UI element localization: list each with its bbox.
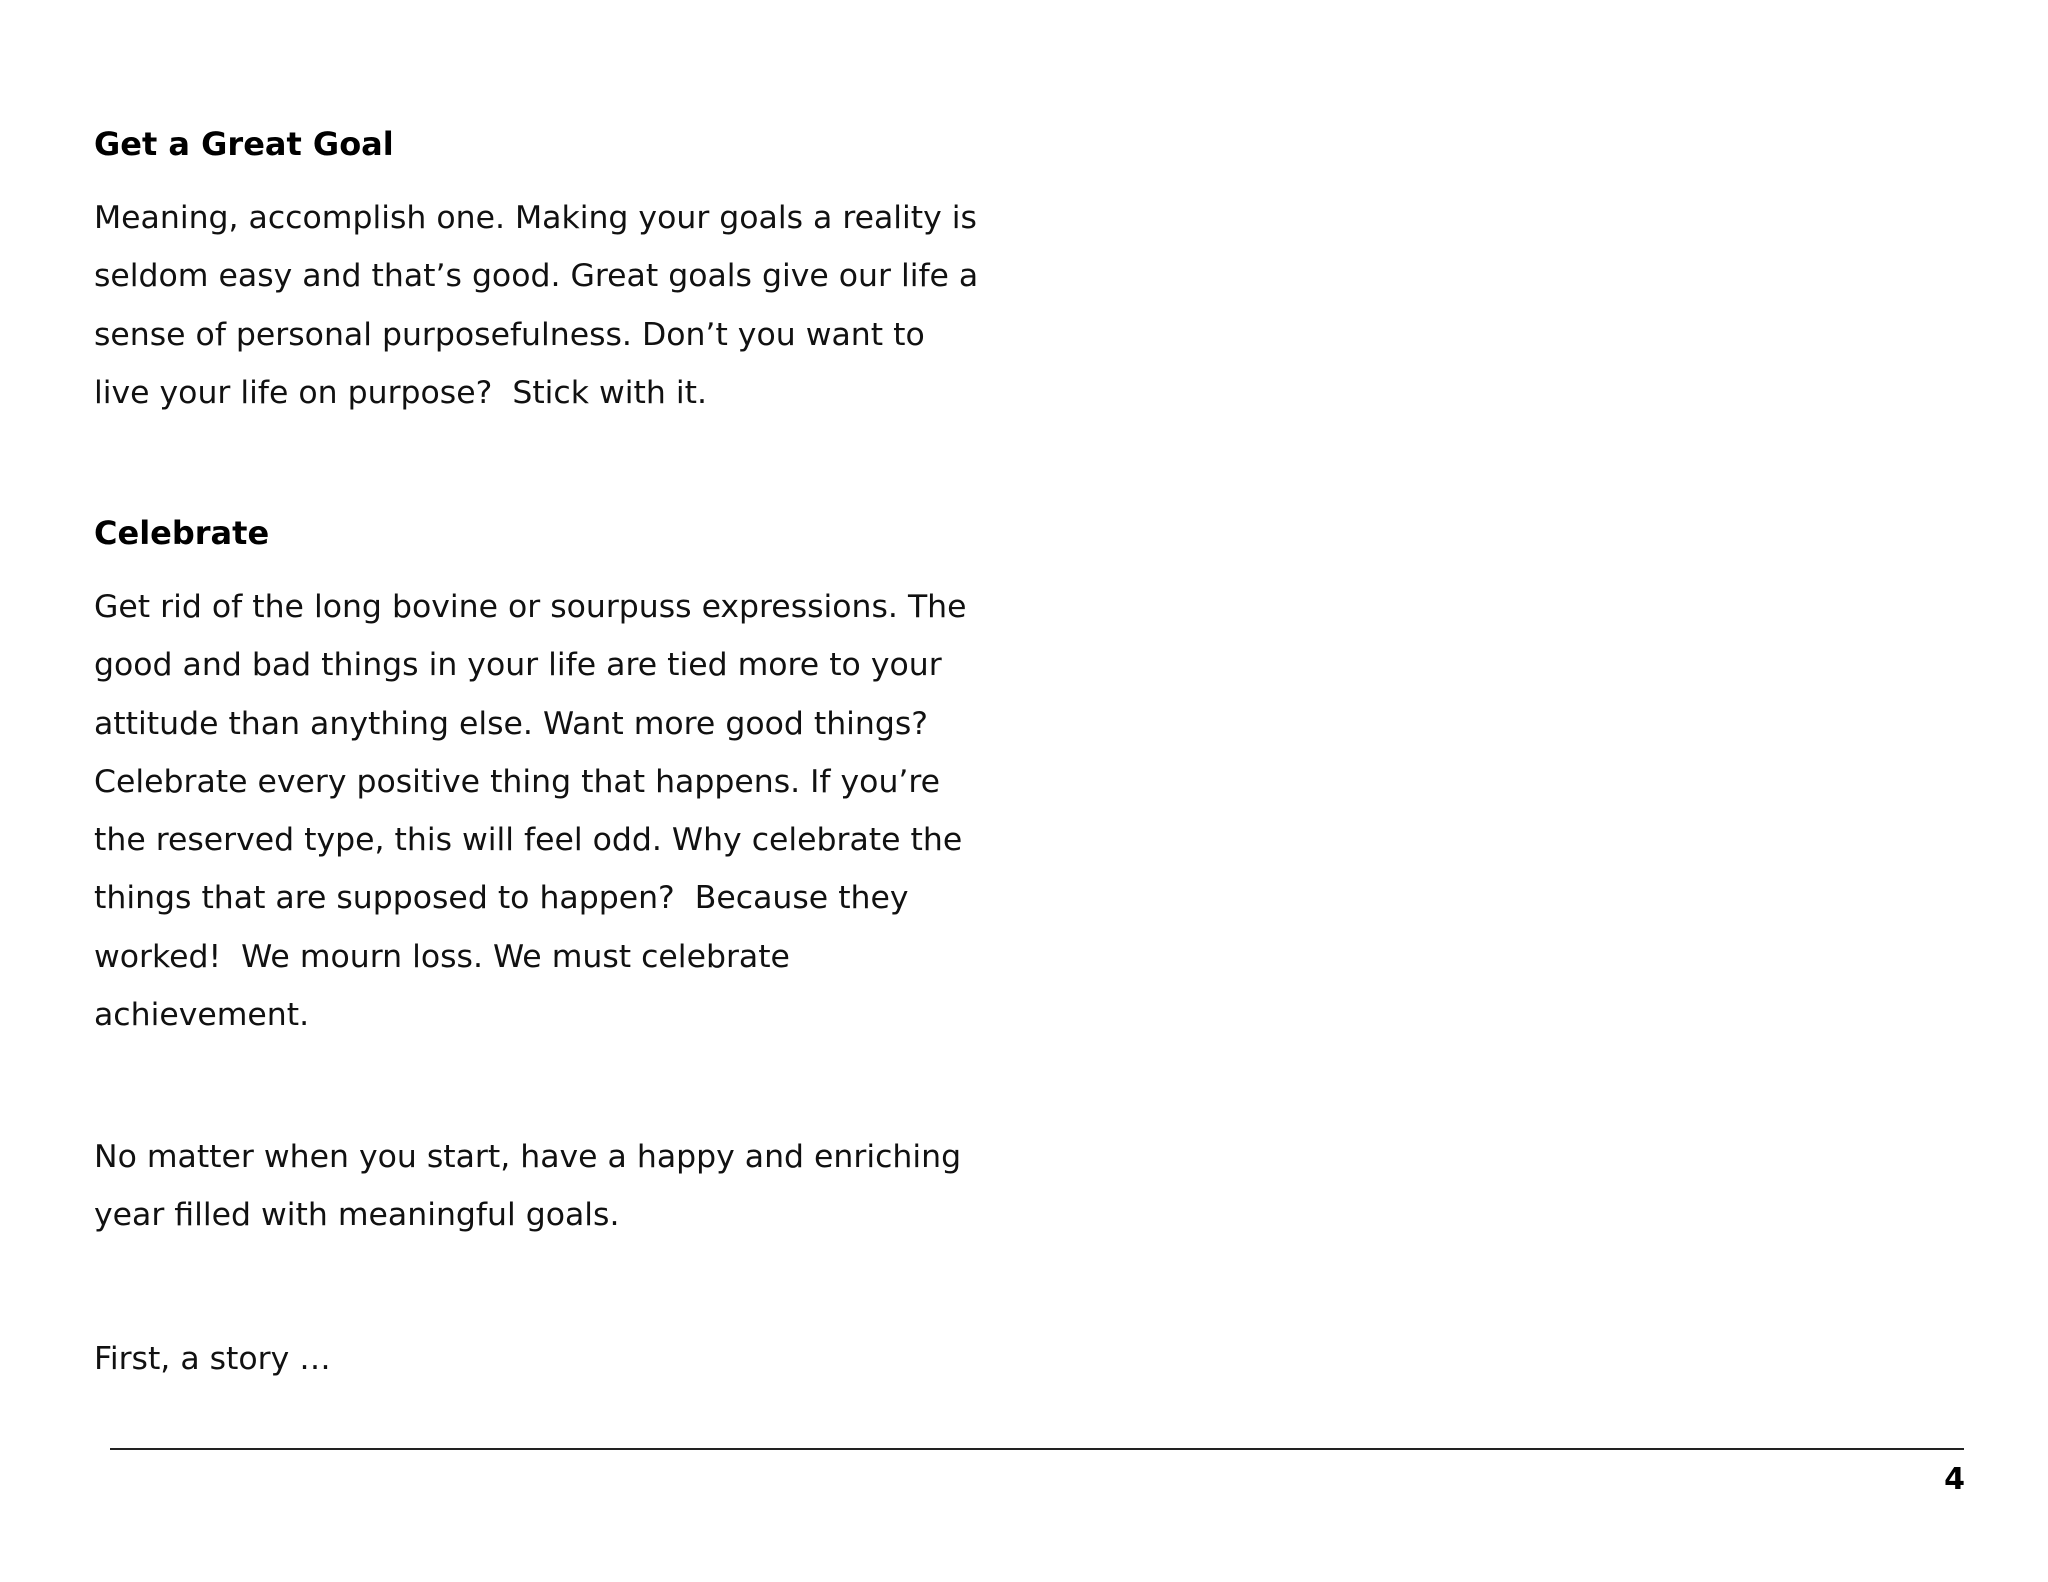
- paragraph-line: Meaning, accomplish one. Making your goals a reality is: [94, 200, 977, 236]
- section-paragraph-great-goal: [94, 189, 978, 422]
- paragraph-line: Celebrate every positive thing that happens. If you’re: [94, 763, 941, 800]
- section-heading-celebrate: Celebrate: [94, 514, 270, 552]
- story-intro-paragraph: [94, 1330, 331, 1388]
- footer-divider: [110, 1448, 1964, 1450]
- page-number: 4: [1944, 1462, 1965, 1497]
- section-heading-great-goal: Get a Great Goal: [94, 125, 394, 163]
- paragraph-line: achievement.: [94, 997, 310, 1034]
- paragraph-line: First, a story …: [94, 1341, 331, 1377]
- paragraph-line: live your life on purpose? Stick with it.: [94, 374, 707, 411]
- paragraph-line: good and bad things in your life are tied more to your: [94, 647, 942, 684]
- paragraph-line: attitude than anything else. Want more good things?: [94, 705, 929, 742]
- paragraph-line: things that are supposed to happen? Because they: [94, 880, 909, 917]
- section-paragraph-celebrate: [94, 578, 967, 1044]
- paragraph-line: worked! We mourn loss. We must celebrate: [94, 938, 790, 975]
- closing-paragraph: [94, 1128, 961, 1245]
- paragraph-line: No matter when you start, have a happy and enriching: [94, 1139, 962, 1175]
- paragraph-line: the reserved type, this will feel odd. Why celebrate the: [94, 822, 963, 859]
- paragraph-line: sense of personal purposefulness. Don’t you want to: [94, 316, 925, 353]
- paragraph-line: Get rid of the long bovine or sourpuss expressions. The: [94, 589, 967, 625]
- paragraph-line: seldom easy and that’s good. Great goals give our life a: [94, 258, 979, 295]
- paragraph-line: year filled with meaningful goals.: [94, 1197, 620, 1234]
